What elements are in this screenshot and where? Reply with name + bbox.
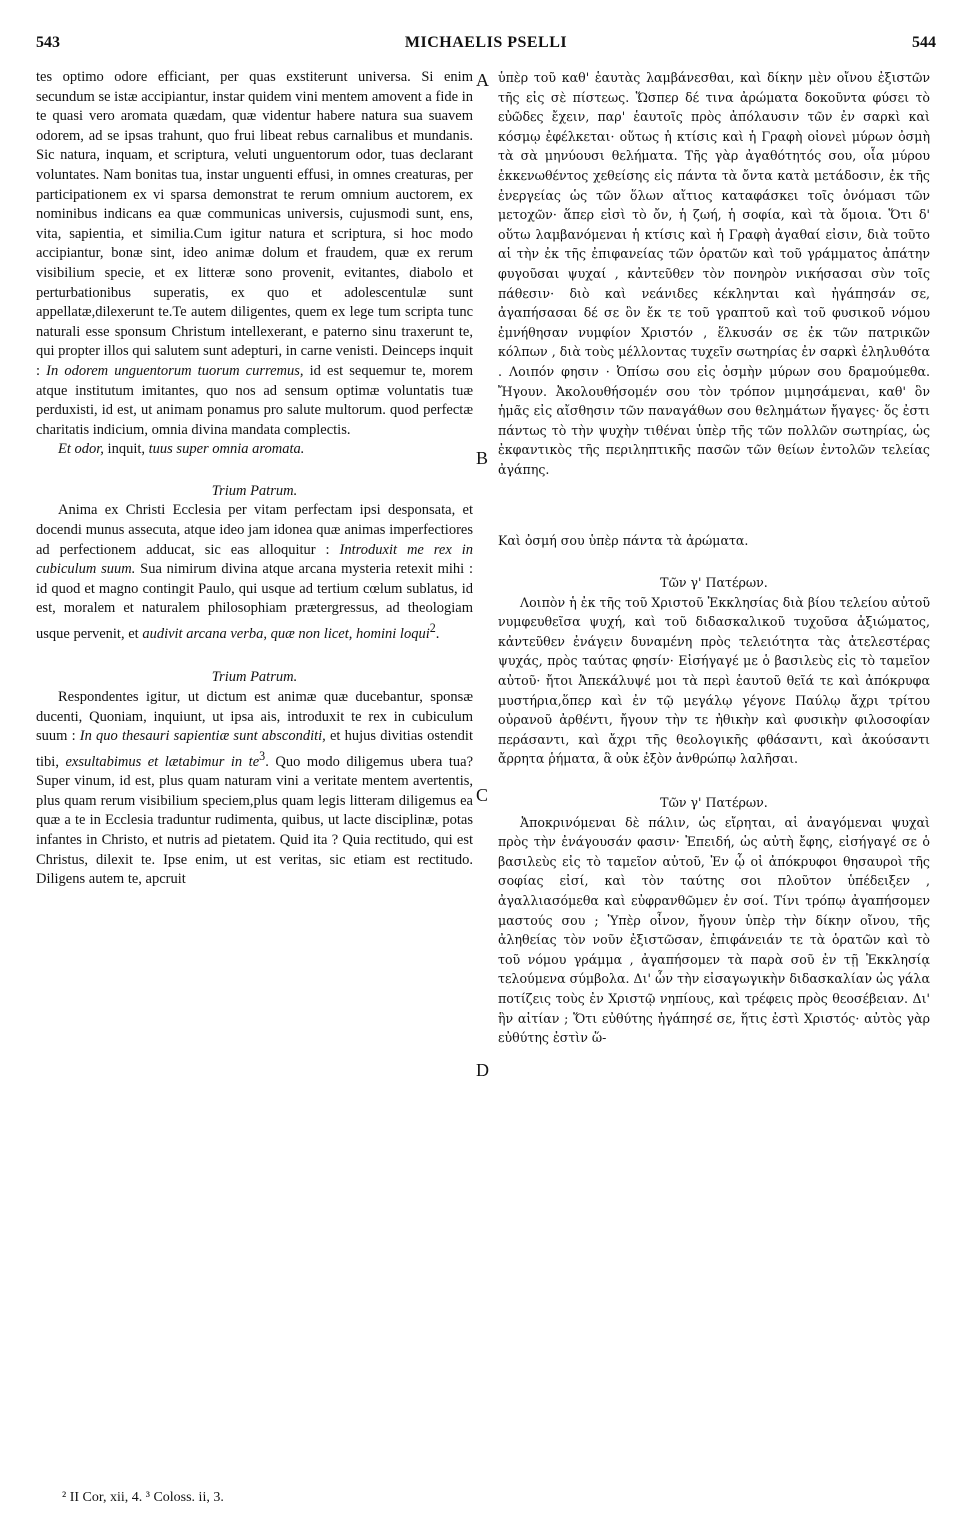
latin-verse: Et odor, inquit, tuus super omnia aromata. xyxy=(58,441,305,458)
latin-paragraph-3: Respondentes igitur, ut dictum est animæ quæ ducebantur, sponsæ ducenti, Quoniam, inquiunt, ut ipsa ais, introduxit te rex in cubiculum suum : In quo thesauri sapientiæ sunt absconditi, et hujus divitias ostendit tibi, exsultabimus et lætabimur in $te^3$. Quo modo diligemus ubera tua? Super vinum, id est, plus quam naturam vini a veritate mentem avertentis, plus quam rerum visibilium speciem,plus quam legis litteram diligemus ea quæ a te in Ecclesia traduntur rudimenta, quibus, ut lacte disciplinæ, potas infantes in Christo, et nutris ad pietatem. Quid ita ? Quia rectitudo, qui est Christus, dilexit te. Ipse enim, ut est veritas, sic etiam est rectitudo. Diligens autem te, apcruit xyxy=(36,689,474,888)
section-marker-a: A xyxy=(476,70,489,90)
greek-paragraph-1: ὑπὲρ τοῦ καθ' ἑαυτὰς λαμβάνεσθαι, καὶ δίκην μὲν οἴνου ἐξιστῶν τῆς εἰς σὲ πίστεως. Ὥσπερ δέ τινα ἀρώματα δοκοῦντα φύσει τὸ εὐῶδες ἔχειν, παρ' ἑαυτοῖς πρὸς ἀπόλαυσιν τῶν ἐν σαρκὶ καὶ κόσμῳ ἐφέλκεται· οὕτως ἡ κτίσις καὶ ἡ Γραφὴ οἱονεὶ μύρων ὀσμὴ τὰ σὰ μηνύουσι θελήματα. Τῆς γὰρ ἀγαθότητός σου, οἷα μύρου ἐκκενωθέντος χεθείσης εἰς πάντα τὰ ὄντα κατὰ μετάδοσιν, ἐκ τῆς ἐνεργείας ὡς τῶν ὅλων αἴτιος καταφάσκει τοῖς ὀνόμασι τῶν μετοχῶν· ἅπερ εἰσὶ τὸ ὄν, ἡ ζωή, ἡ σοφία, καὶ τὰ ὅμοια. Ὅτι δ' οὕτω λαμβανόμεναι ἡ κτίσις καὶ ἡ Γραφὴ ἀγαθαί εἰσιν, διὰ τοῦτο αἱ τὴν ἐκ τῆς ἐπιφανείας τῶν ὁρατῶν καὶ τοῦ γράμματος ἀπάτην φυγοῦσαι ψυχαί , κἀντεῦθεν τὸν πονηρὸν νικήσασαι σὺν τοῖς πάθεσιν· διὸ καὶ νεάνιδες κέκληνται καὶ ἠγάπησάν σε, ἀγαπήσασαι δέ σε ὃν ἔκ τε τοῦ γραπτοῦ καὶ τοῦ φυσικοῦ νόμου ἐμνήθησαν νυμφίον Χριστόν , ἕλκυσάν σε ἐκ τῶν πατρικῶν κόλπων , διὰ τοὺς μέλλοντας τυχεῖν σωτηρίας ἐν σαρκὶ ἐληλυθότα . Λοιπόν φησιν · Ὀπίσω σου εἰς ὀσμὴν μύρων σου δραμούμεθα. Ἤγουν. Ἀκολουθήσομέν σου τὸν τρόπον μιμησάμεναι, καθ' ὃν ἡμᾶς εἰς αἴσθησιν τῶν παναγάθων σου θελημάτων ἤγαγες· ὅς ἐστι πάντως τὸ τὴν ψυχὴν τιθέναι ὑπὲρ τῆς τῶν πολλῶν σωτηρίας, ὡς ἐκφαντικὸς τῆς περιληπτικῆς πασῶν τῶν θείων ἐντολῶν τελείας ἀγάπης. xyxy=(498,70,930,477)
section-marker-b: B xyxy=(476,448,489,468)
footnotes: ² II Cor, xii, 4. ³ Coloss. ii, 3. xyxy=(62,1490,224,1505)
page-number-left: 543 xyxy=(36,34,60,51)
page-number-right: 544 xyxy=(912,34,936,51)
greek-paragraph-2: Λοιπὸν ἡ ἐκ τῆς τοῦ Χριστοῦ Ἐκκλησίας διὰ βίου τελείου αὐτοῦ νυμφευθεῖσα ψυχή, καὶ τοῦ διδασκαλικοῦ τυχοῦσα ἀξιώματος, κἀντεῦθεν ἐνάγειν δυναμένη πρὸς τελειότητα τὰς ἀτελεστέρας ψυχάς, πρὸς ταύτας φησίν· Εἰσήγαγέ με ὁ βασιλεὺς εἰς τὸ ταμεῖον αὐτοῦ· ἤτοι Ἀπεκάλυψέ μοι τὰ περὶ ἑαυτοῦ θεῖά τε καὶ ἀπόκρυφα μυστήρια,ὅπερ καὶ ἐν τῷ μεγάλῳ γέγονε Παύλῳ ἄχρι τρίτου οὐρανοῦ ἀρθέντι, ἤγουν τὴν τε ἠθικὴν καὶ φυσικὴν φιλοσοφίαν περάσαντι, καὶ ἄχρι τῆς θεολογικῆς φθάσαντι, καὶ ἀκούσαντι ἄρρητα ῥήματα, ἃ οὐκ ἐξὸν ἀνθρώπῳ λαλῆσαι. xyxy=(498,594,930,767)
greek-section-title-1: Τῶν γ' Πατέρων. xyxy=(660,575,768,591)
latin-paragraph-1: tes optimo odore efficiant, per quas exstiterunt universa. Si enim secundum se istæ accipiantur, instar quidem vini mentem amovent a fide in te quasi vero aromata quædam, quæ videntur habere natura sua suavem odorem, ad se ipsas trahunt, quo frui libeat rebus carnalibus et mundanis. Sic natura, inquam, et scriptura, veluti unguentorum odor, tuas declarant voluntates. Nam bonitas tua, instar unguenti effusi, in omnes creaturas, per participationem ex vi sparsa demonstrat te rerum omnium auctorem, ex nominibus indicans ea quæ communicas universis, cujusmodi sunt, ens, vita, sapientia, et similia.Cum igitur natura et scriptura, si hoc modo accipiantur, bonæ sint, ideo animæ dolum et fraudem, quæ ex rerum visibilium specie, et ex litteræ sono provenit, evitantes, diabolo et perturbationibus superatis, ex quo et adolescentulæ sunt appellatæ,dilexerunt te.Te autem diligentes, quem ex lege tum scripta tunc naturali esse sponsum Christum intellexerant, e paterno sinu traxerunt te, qui propter illos qui salutem sunt adepturi, in carne venisti. Deinceps inquit : In odorem unguentorum tuorum curremus, id est sequemur te, morem atque institutum imitantes, quo nos ad sensum optimæ voluntatis tuæ perduxisti, id est, ut animam ponamus pro salute multorum. quod perfectæ charitatis indicium, omnia divina mandata complectis. xyxy=(36,69,474,438)
section-marker-d: D xyxy=(476,1060,489,1080)
latin-section-title-2: Trium Patrum. xyxy=(211,669,298,686)
section-marker-c: C xyxy=(476,785,489,805)
greek-verse: Καὶ ὀσμή σου ὑπὲρ πάντα τὰ ἀρώματα. xyxy=(498,533,749,549)
greek-section-title-2: Τῶν γ' Πατέρων. xyxy=(660,795,768,810)
greek-paragraph-3: Ἀποκρινόμεναι δὲ πάλιν, ὡς εἴρηται, αἱ ἀναγόμεναι ψυχαὶ πρὸς τὴν ἐνάγουσάν φασιν· Ἐπειδή, ὡς αὐτὴ ἔφης, εἰσήγαγέ σε ὁ βασιλεὺς εἰς τὸ ταμεῖον αὐτοῦ, Ἐν ᾧ οἱ ἀπόκρυφοι θησαυροὶ τῆς σοφίας εἰσί, καὶ τὸν ταύτης σοι πλοῦτον ὑπέδειξεν , ἀγαλλιασόμεθα καὶ εὐφρανθῶμεν ἐν σοί. Τίνι τρόπῳ ἀγαπήσομεν μαστούς σου ; Ὑπὲρ οἶνον, ἤγουν ὑπὲρ τὴν δίκην οἴνου, τῆς ἀληθείας τὸν νοῦν ἐξιστῶσαν, ἐπιφάνειάν τε τὰ ὁρατῶν καὶ τὸ τοῦ νόμου γράμμα , ἀγαπήσομεν τὰ παρὰ σοῦ ἐν τῇ Ἐκκλησίᾳ τελούμενα σύμβολα. Δι' ὧν τὴν εἰσαγωγικὴν διδασκαλίαν ὡς γάλα ποτίζεις τοὺς ἐν Χριστῷ νηπίους, καὶ τρέφεις πρὸς θεοσέβειαν. Δι' ἣν αἰτίαν ; Ὅτι εὐθύτης ἠγάπησέ σε, ἥτις ἐστὶ Χριστός· αὐτὸς γὰρ εὐθύτης ἐστὶν ὥ- xyxy=(498,814,930,1046)
latin-column xyxy=(36,68,473,890)
page-title: MICHAELIS PSELLI xyxy=(404,34,568,51)
running-header xyxy=(36,34,936,58)
latin-paragraph-2: Anima ex Christi Ecclesia per vitam perfectam ipsi desponsata, et docendi munus assecuta, atque ideo jam idonea quæ animas imperfectiores ad perfectionem adducat, sic eas alloquitur : Introduxit me rex in cubiculum suum. Sua nimirum divina atque arcana mysteria retexit mihi : id quod et magno contingit Paulo, qui usque ad tertium cœlum sublatus, id est, moralem et naturalem philosophiam prætergressus, ad theologiam usque pervenit, et audivit arcana verba, quæ non licet, homini loqui$^2$. xyxy=(36,502,473,642)
greek-column xyxy=(498,68,930,1048)
latin-section-title-1: Trium Patrum. xyxy=(211,482,298,499)
